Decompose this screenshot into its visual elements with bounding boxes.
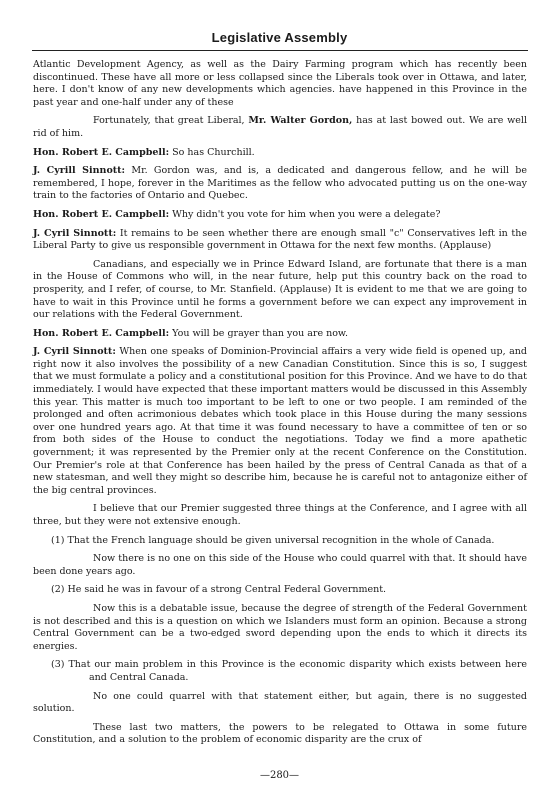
- speech-text: Why didn't you vote for him when you were a delegate?: [169, 208, 441, 220]
- paragraph-stanfield: Canadians, and especially we in Prince Edward Island, are fortunate that there is a man in the House of Commons who will, in the near future, help put this country back on the road to prosperity, and I refer, of course, to Mr. Stanfield. (Applause) It is evident to me that we are going to have to wait in this Province until he forms a government before we can expect any improvement in our relations with the Federal Government.: [33, 258, 527, 321]
- paragraph-gordon: [33, 115, 527, 140]
- speaker-name: J. Cyril Sinnott:: [33, 227, 117, 239]
- page-number: —280—: [259, 770, 300, 781]
- bold-name: Mr. Walter Gordon,: [248, 115, 353, 127]
- document-body: [33, 59, 527, 753]
- list-item: (2) He said he was in favour of a strong Central Federal Government.: [51, 584, 387, 596]
- speech-campbell: [33, 209, 527, 222]
- paragraph-text: These last two matters, the powers to be relegated to Ottawa in some future Constitution, and a solution to the problem of economic disparity are the crux of: [33, 721, 527, 746]
- speaker-name: J. Cyrill Sinnott:: [33, 165, 126, 177]
- header-rule: [32, 50, 528, 51]
- list-item: (1) That the French language should be given universal recognition in the whole of Canada.: [51, 534, 495, 546]
- paragraph-continuation: Atlantic Development Agency, as well as the Dairy Farming program which has recently been discontinued. These have all more or less collapsed since the Liberals took over in Ottawa, and later, here. I don't know of any new developments which agencies. have happened in this Province in the past year and one-half under any of these: [33, 59, 527, 108]
- paragraph-text: Now this is a debatable issue, because the degree of strength of the Federal Government is not described and this is a question on which we Islanders must form an opinion. Because a strong Central Government can be a two-edged sword depending upon the ends to which it directs its energies.: [33, 602, 527, 652]
- list-item: (3) That our main problem in this Province is the economic disparity which exists between here and Central Canada.: [51, 659, 527, 683]
- speech-campbell: [33, 147, 527, 160]
- speech-text: When one speaks of Dominion-Provincial affairs a very wide field is opened up, and right now it also involves the possibility of a new Canadian Constitution. Since this is so, I suggest that we must formulate a policy and a constitutional position for this Province. And we have to do that immediately. I would have expected that these important matters would be discussed in this Assembly this year. This matter is much too important to be left to one or two people. I am reminded of the prolonged and often acrimonious debates which took place in this House during the many sessions over one hundred years ago. At that time it was found necessary to have a committee of ten or so from both sides of the House to conduct the negotiations. Today we find a more apathetic government; it was represented by the Premier only at the recent Conference on the Constitution. Our Premier's role at that Conference has been hailed by the press of Central Canada as that of a new statesman, and well they might so describe him, because he is careful not to antagonize either of the big central provinces.: [33, 346, 527, 496]
- speech-sinnott: [33, 346, 527, 497]
- speech-text: You will be grayer than you are now.: [169, 327, 348, 339]
- speech-text: So has Churchill.: [169, 146, 255, 158]
- speech-text: It remains to be seen whether there are enough small "c" Conservatives left in the Liberal Party to give us responsible government in Ottawa for the next few months. (Applause): [33, 227, 527, 252]
- paragraph-text: No one could quarrel with that statement either, but again, there is no suggested solution.: [33, 690, 527, 715]
- speaker-name: Hon. Robert E. Campbell:: [33, 327, 170, 339]
- paragraph-text: Fortunately, that great Liberal,: [93, 115, 249, 127]
- speaker-name: Hon. Robert E. Campbell:: [33, 146, 170, 158]
- speech-sinnott: [33, 228, 527, 253]
- speech-sinnott: [33, 165, 527, 203]
- speaker-name: Hon. Robert E. Campbell:: [33, 208, 170, 220]
- page-header-title: Legislative Assembly: [211, 30, 348, 45]
- speech-campbell: [33, 328, 527, 341]
- paragraph-premier: I believe that our Premier suggested three things at the Conference, and I agree with all three, but they were not extensive enough.: [33, 503, 527, 527]
- paragraph-text: Now there is no one on this side of the House who could quarrel with that. It should have been done years ago.: [33, 553, 527, 577]
- paragraph-text: has at last bowed out. We are well rid of him.: [33, 115, 527, 139]
- speaker-name: J. Cyril Sinnott:: [33, 346, 116, 358]
- speech-text: Mr. Gordon was, and is, a dedicated and dangerous fellow, and he will be remembered, I hope, forever in the Maritimes as the fellow who advocated putting us on the one-way train to the factories of Ontario and Quebec.: [33, 165, 527, 202]
